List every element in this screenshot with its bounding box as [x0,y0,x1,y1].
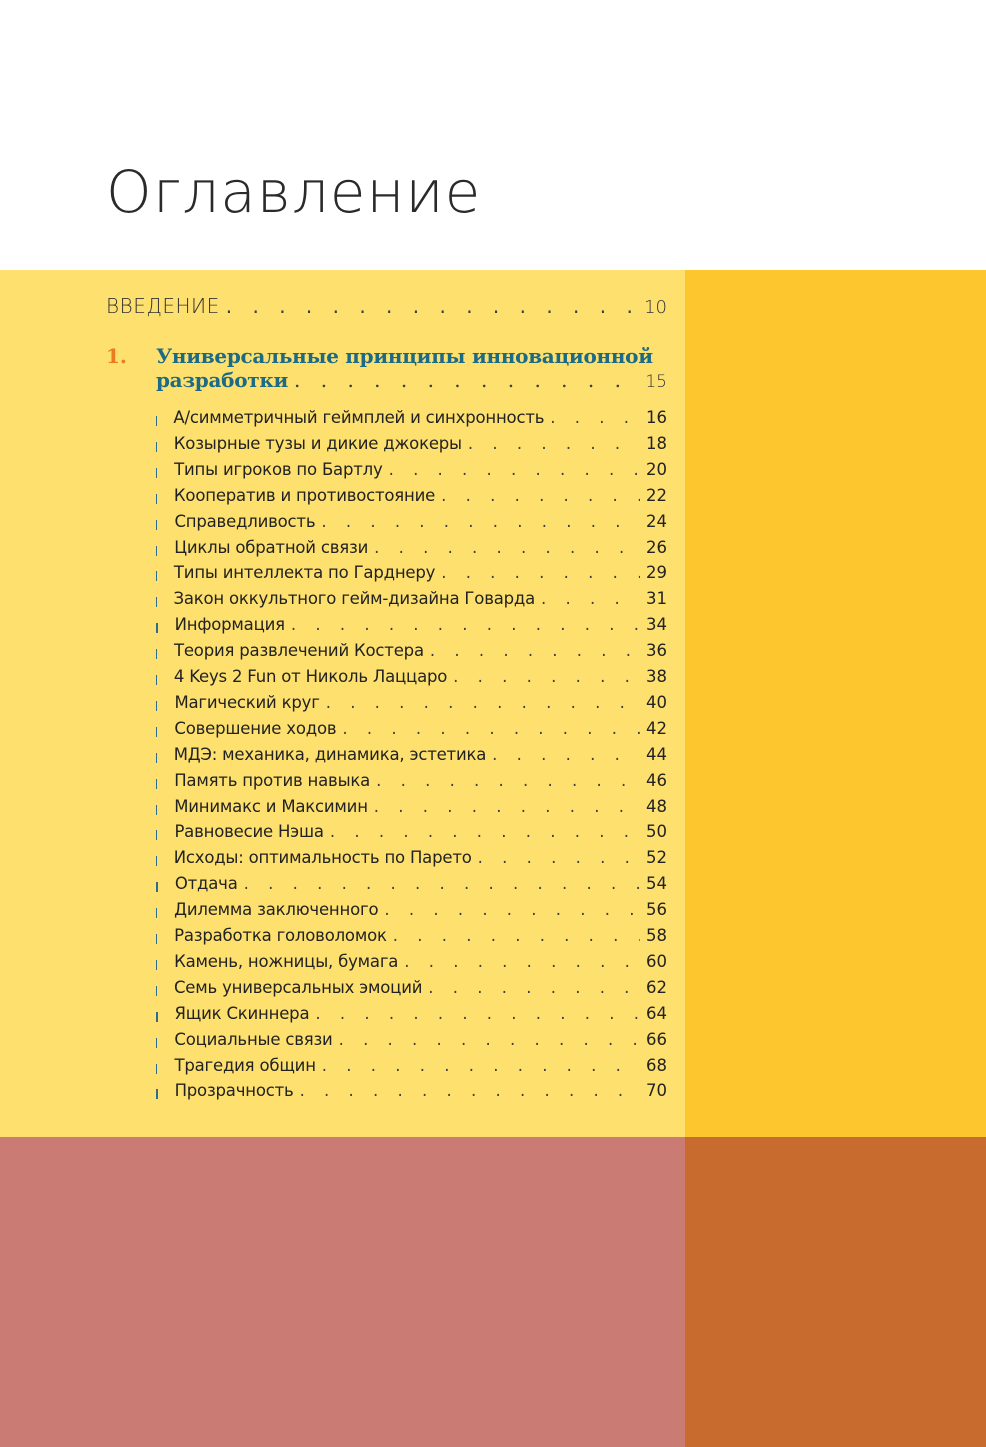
toc-entry[interactable] [156,693,667,719]
toc-page-number: 44 [646,744,667,764]
toc-page-number: 16 [646,408,667,427]
dot-leader [294,368,639,392]
square-bullet-icon [156,520,157,530]
toc-entry[interactable] [156,745,667,771]
square-bullet-icon [156,830,157,840]
bottom-corner-color-block [685,1137,986,1447]
toc-entry[interactable] [156,589,667,615]
dot-leader [315,1004,640,1023]
toc-page-number: 24 [646,511,667,531]
toc-entry-label: Семь универсальных эмоций [173,977,423,997]
square-bullet-icon [156,960,157,970]
toc-entry[interactable] [156,641,667,667]
toc-entry-label: МДЭ: механика, динамика, эстетика [173,744,487,764]
chapter-title[interactable]: Универсальные принципы инновационной [156,344,653,368]
toc-entry[interactable] [156,848,667,874]
dot-leader [428,978,640,997]
square-bullet-icon [156,934,157,944]
dot-leader [550,408,640,427]
toc-entry[interactable] [156,1030,667,1056]
dot-leader [374,797,640,816]
toc-page-number: 31 [646,589,667,609]
toc-page-number: 58 [646,926,667,945]
square-bullet-icon [156,908,157,918]
toc-entry-label: Ящик Скиннера [174,1003,310,1023]
square-bullet-icon [156,1038,157,1048]
toc-page-number: 18 [646,433,667,453]
toc-entry-label: Магический круг [174,692,320,712]
square-bullet-icon [156,986,157,996]
square-bullet-icon [156,1012,158,1022]
toc-entry-label: Теория развлечений Костера [173,641,424,661]
toc-entry[interactable] [156,1004,667,1030]
toc-entry[interactable] [156,486,667,512]
dot-leader [393,926,640,945]
toc-entry-intro[interactable] [106,294,667,318]
toc-page-number: 60 [646,951,667,971]
toc-page-number: 10 [644,297,667,318]
toc-entry-label: Совершение ходов [174,718,337,738]
dot-leader [441,563,640,582]
toc-entry[interactable] [156,1081,667,1107]
toc-page-number: 29 [646,563,667,583]
toc-entry-label: Камень, ножницы, бумага [174,951,399,971]
toc-page-number: 36 [646,641,667,661]
chapter-number: 1. [106,344,127,368]
square-bullet-icon [156,571,157,581]
toc-entry[interactable] [156,978,667,1004]
toc-page-number: 46 [646,770,667,790]
square-bullet-icon [156,675,157,685]
square-bullet-icon [156,701,157,711]
toc-entry-label: Закон оккультного гейм-дизайна Говарда [173,589,536,609]
dot-leader [492,745,640,764]
square-bullet-icon [156,649,157,659]
toc-page-number: 52 [646,848,667,868]
toc-entry-label: Информация [174,615,285,635]
chapter-title-continued: разработки [156,368,289,392]
toc-entry[interactable] [156,874,667,900]
square-bullet-icon [156,442,157,452]
dot-leader [342,719,640,738]
toc-entry-label: Справедливость [174,511,316,531]
toc-page-number: 62 [646,977,667,997]
toc-entry[interactable] [156,512,667,538]
dot-leader [339,1030,640,1049]
toc-entry-label: Социальные связи [174,1029,333,1049]
dot-leader [226,294,638,318]
toc-entry-label: Память против навыка [174,770,371,790]
toc-entry-label: Разработка головоломок [174,926,387,945]
toc-page-number: 38 [646,667,667,686]
toc-page-number: 50 [646,822,667,842]
dot-leader [478,848,640,867]
square-bullet-icon [156,805,157,815]
square-bullet-icon [156,882,158,892]
toc-page-number: 66 [646,1029,667,1049]
bottom-color-block [0,1137,685,1447]
toc-page-number: 34 [646,615,667,635]
toc-entry-label: Типы интеллекта по Гарднеру [173,563,436,583]
dot-leader [453,667,640,686]
square-bullet-icon [156,623,158,633]
toc-page-number: 70 [646,1081,667,1101]
toc-page-number: 22 [646,485,667,505]
square-bullet-icon [156,779,157,789]
toc-entry[interactable] [156,563,667,589]
toc-entry[interactable] [156,460,667,486]
toc-page-number: 26 [646,537,667,557]
square-bullet-icon [156,546,157,556]
dot-leader [300,1081,640,1100]
dot-leader [384,900,640,919]
side-color-block [685,270,986,1137]
dot-leader [244,874,640,893]
dot-leader [374,538,640,557]
page-title: Оглавление [106,158,482,226]
toc-entry-label: Отдача [174,874,238,894]
dot-leader [430,641,640,660]
toc-page-number: 56 [646,900,667,920]
toc-entry[interactable] [156,797,667,823]
toc-entry[interactable] [156,822,667,848]
toc-entry-label: Кооператив и противостояние [173,485,436,505]
toc-entry-label: ВВЕДЕНИЕ [106,294,220,318]
dot-leader [404,952,640,971]
toc-entry[interactable] [156,408,667,434]
square-bullet-icon [156,753,157,763]
square-bullet-icon [156,468,157,478]
toc-entry-label: Минимакс и Максимин [174,796,368,816]
toc-entry-label: А/симметричный геймплей и синхронность [173,408,545,427]
dot-leader [389,460,640,479]
toc-entry[interactable] [156,1056,667,1082]
dot-leader [468,434,640,453]
toc-entry[interactable] [156,719,667,745]
toc-entry-label: Исходы: оптимальность по Парето [173,848,472,868]
toc-entry-chapter-1[interactable] [156,368,667,392]
dot-leader [326,693,640,712]
toc-entry-label: Типы игроков по Бартлу [174,459,383,479]
dot-leader [330,822,640,841]
toc-page-number: 20 [646,459,667,479]
toc-entry[interactable] [156,771,667,797]
toc-entry[interactable] [156,434,667,460]
dot-leader [376,771,640,790]
toc-entry-label: Дилемма заключенного [174,900,379,920]
toc-page-number: 42 [646,718,667,738]
toc-page-number: 15 [645,372,667,392]
toc-entry[interactable] [156,952,667,978]
toc-page-number: 40 [646,692,667,712]
dot-leader [291,615,640,634]
dot-leader [322,1056,640,1075]
toc-entry-label: Прозрачность [174,1081,294,1101]
toc-entry[interactable] [156,538,667,564]
toc-entry-label: 4 Keys 2 Fun от Николь Лаццаро [173,667,448,686]
toc-page-number: 48 [646,796,667,816]
toc-entry[interactable] [156,900,667,926]
toc-entry-label: Равновесие Нэша [174,822,324,842]
toc-entry-label: Козырные тузы и дикие джокеры [173,433,462,453]
toc-entry-label: Циклы обратной связи [174,537,369,557]
square-bullet-icon [156,1064,157,1074]
toc-entry[interactable] [156,615,667,641]
toc-entry-label: Трагедия общин [174,1055,316,1075]
toc-page-number: 64 [646,1003,667,1023]
toc-page-number: 54 [646,874,667,894]
square-bullet-icon [156,727,157,737]
square-bullet-icon [156,494,157,504]
square-bullet-icon [156,1089,158,1099]
toc-entry[interactable] [156,667,667,693]
dot-leader [321,512,640,531]
dot-leader [441,486,640,505]
toc-page-number: 68 [646,1055,667,1075]
dot-leader [541,589,640,608]
square-bullet-icon [156,856,157,866]
toc-entry[interactable] [156,926,667,952]
